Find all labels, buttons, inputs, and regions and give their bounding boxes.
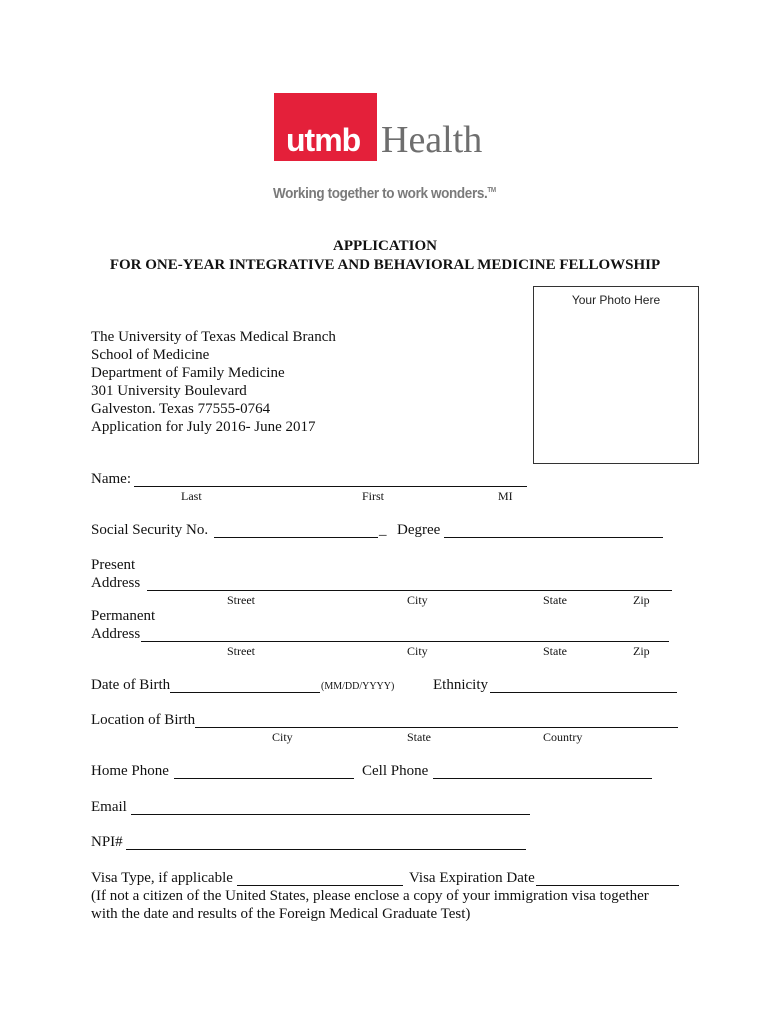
visa-type-label: Visa Type, if applicable bbox=[91, 870, 233, 886]
present-sub-state: State bbox=[543, 593, 567, 607]
utmb-logo-text: utmb bbox=[286, 122, 361, 158]
npi-field[interactable] bbox=[126, 849, 526, 850]
address-line: School of Medicine bbox=[91, 347, 210, 363]
birth-location-label: Location of Birth bbox=[91, 712, 196, 728]
form-subtitle: FOR ONE-YEAR INTEGRATIVE AND BEHAVIORAL MEDICINE FELLOWSHIP bbox=[109, 257, 661, 273]
address-line: Galveston. Texas 77555-0764 bbox=[91, 401, 271, 417]
address-line: The University of Texas Medical Branch bbox=[91, 329, 336, 345]
dob-field[interactable] bbox=[170, 692, 320, 693]
home-phone-label: Home Phone bbox=[91, 763, 169, 779]
visa-expiration-field[interactable] bbox=[536, 885, 679, 886]
birth-location-field[interactable] bbox=[195, 727, 678, 728]
address-line: Department of Family Medicine bbox=[91, 365, 285, 381]
present-sub-zip: Zip bbox=[633, 593, 650, 607]
degree-label: Degree bbox=[397, 522, 441, 538]
dob-label: Date of Birth bbox=[91, 677, 171, 693]
present-sub-city: City bbox=[407, 593, 428, 607]
birth-sub-country: Country bbox=[543, 730, 583, 744]
visa-expiration-label: Visa Expiration Date bbox=[409, 870, 535, 886]
permanent-sub-zip: Zip bbox=[633, 644, 650, 658]
email-label: Email bbox=[91, 799, 127, 815]
name-label: Name: bbox=[91, 471, 131, 487]
permanent-sub-city: City bbox=[407, 644, 428, 658]
name-field[interactable] bbox=[134, 486, 527, 487]
form-title: APPLICATION bbox=[333, 238, 437, 254]
permanent-address-field[interactable] bbox=[141, 641, 669, 642]
tagline-text: Working together to work wonders. bbox=[273, 185, 488, 202]
permanent-address-label: Permanent bbox=[91, 608, 156, 624]
trademark-mark: TM bbox=[487, 187, 496, 194]
ethnicity-label: Ethnicity bbox=[433, 677, 488, 693]
email-field[interactable] bbox=[131, 814, 530, 815]
dob-format-hint: (MM/DD/YYYY) bbox=[321, 681, 395, 692]
present-sub-street: Street bbox=[227, 593, 255, 607]
permanent-sub-state: State bbox=[543, 644, 567, 658]
health-logo-text: Health bbox=[381, 119, 483, 161]
npi-label: NPI# bbox=[91, 834, 123, 850]
present-address-label: Present bbox=[91, 557, 136, 573]
name-sub-mi: MI bbox=[498, 489, 513, 503]
name-sub-first: First bbox=[362, 489, 385, 503]
logo-tagline bbox=[273, 185, 496, 202]
ssn-label: Social Security No. bbox=[91, 522, 209, 538]
photo-label: Your Photo Here bbox=[571, 293, 661, 307]
name-sub-last: Last bbox=[181, 489, 202, 503]
ssn-trailing-underscore: _ bbox=[379, 522, 387, 538]
cell-phone-field[interactable] bbox=[433, 778, 652, 779]
degree-field[interactable] bbox=[444, 537, 663, 538]
application-period: Application for July 2016- June 2017 bbox=[91, 419, 316, 435]
present-address-field[interactable] bbox=[147, 590, 672, 591]
photo-box bbox=[533, 286, 699, 464]
visa-note-line-2: with the date and results of the Foreign Medical Graduate Test) bbox=[91, 906, 471, 922]
permanent-address-label-2: Address bbox=[91, 626, 141, 642]
present-address-label-2: Address bbox=[91, 575, 141, 591]
birth-sub-state: State bbox=[407, 730, 431, 744]
visa-note-line-1: (If not a citizen of the United States, please enclose a copy of your immigration visa together bbox=[91, 888, 649, 904]
ssn-field[interactable] bbox=[214, 537, 378, 538]
birth-sub-city: City bbox=[272, 730, 293, 744]
cell-phone-label: Cell Phone bbox=[362, 763, 429, 779]
home-phone-field[interactable] bbox=[174, 778, 354, 779]
ethnicity-field[interactable] bbox=[490, 692, 677, 693]
permanent-sub-street: Street bbox=[227, 644, 255, 658]
address-line: 301 University Boulevard bbox=[91, 383, 247, 399]
visa-type-field[interactable] bbox=[237, 885, 403, 886]
